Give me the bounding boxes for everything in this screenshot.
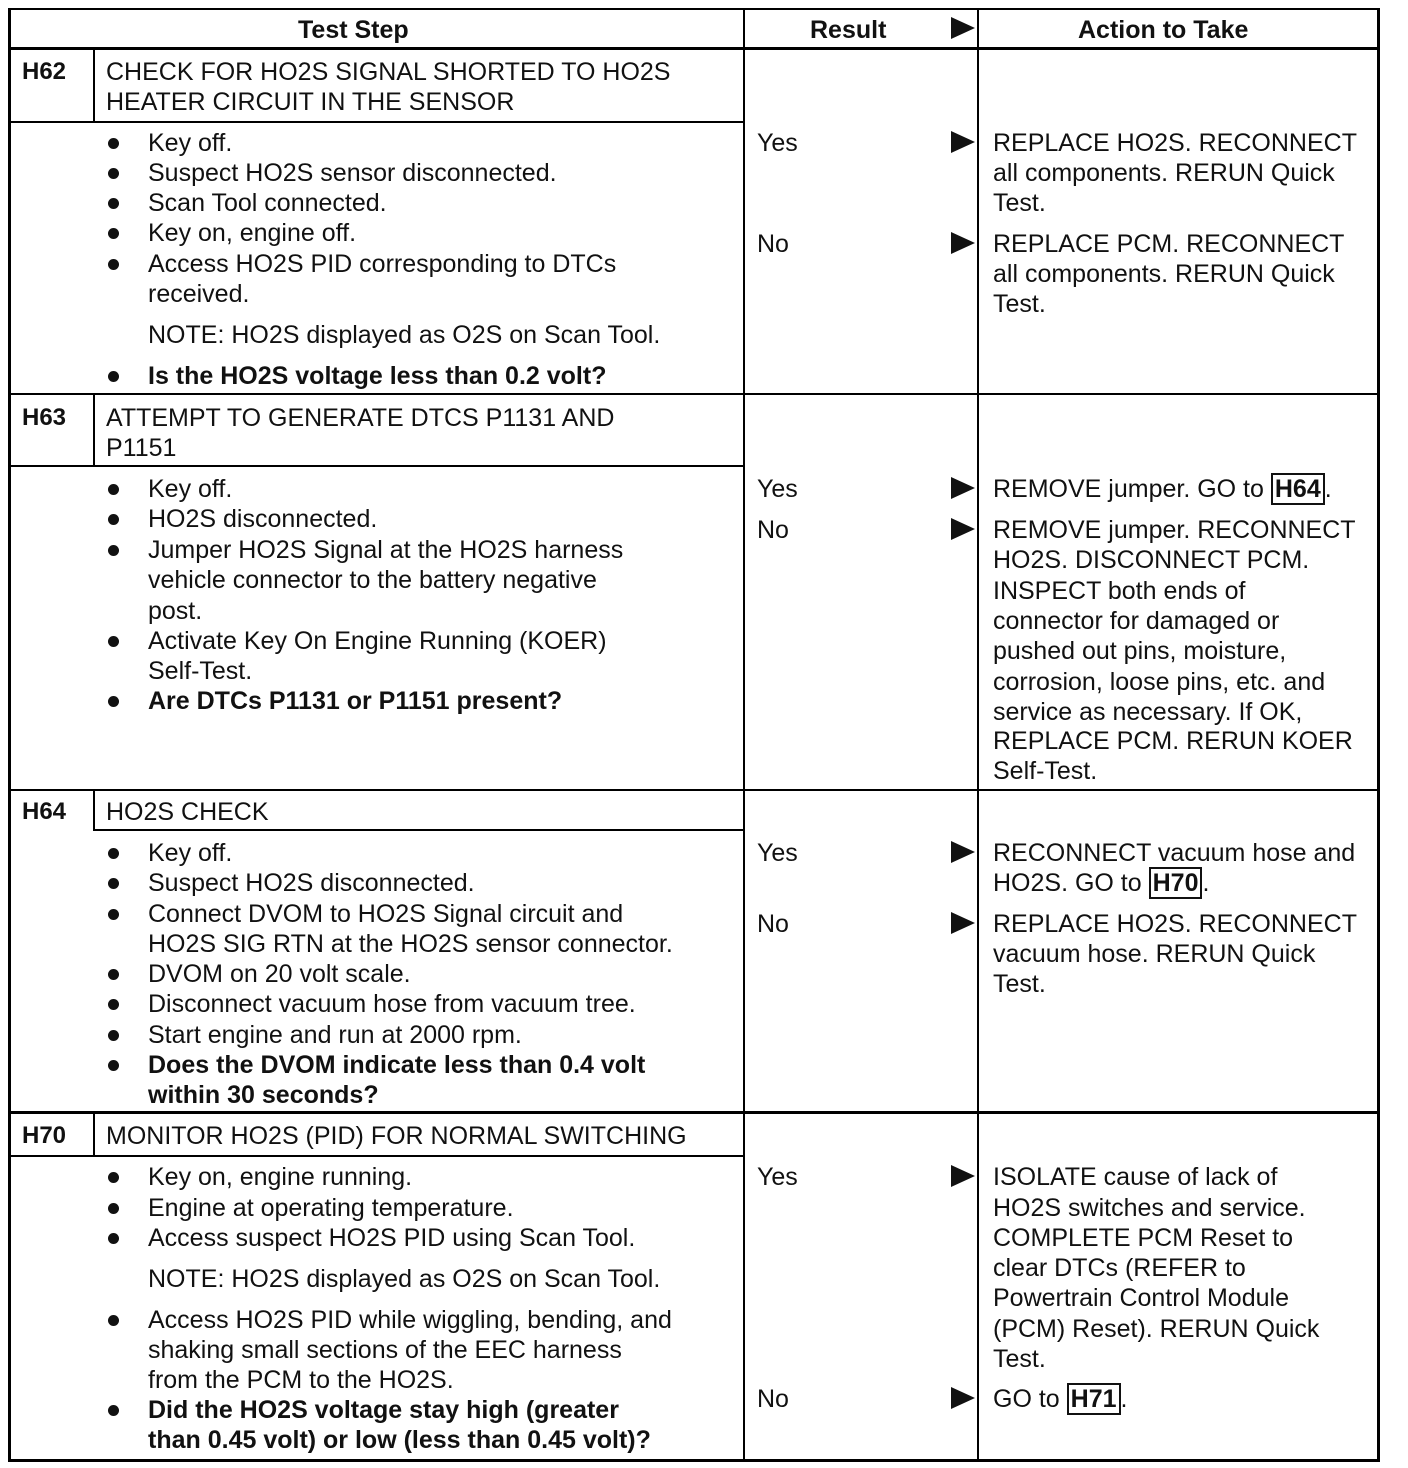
arrow-icon — [951, 518, 975, 540]
step-instruction: HO2S SIG RTN at the HO2S sensor connector. — [148, 930, 673, 958]
bullet-icon — [108, 969, 119, 980]
action-line — [993, 474, 1332, 505]
action-line: clear DTCs (REFER to — [993, 1254, 1246, 1282]
arrow-icon — [951, 912, 975, 934]
title-underline — [8, 121, 744, 123]
step-instruction: Jumper HO2S Signal at the HO2S harness — [148, 536, 624, 564]
step-separator — [8, 393, 1380, 395]
step-instruction: Scan Tool connected. — [148, 189, 387, 217]
step-id: H64 — [22, 798, 67, 825]
action-text: HO2S. GO to — [993, 869, 1149, 897]
step-instruction: Engine at operating temperature. — [148, 1194, 514, 1222]
step-instruction: Connect DVOM to HO2S Signal circuit and — [148, 900, 624, 928]
bullet-icon — [108, 1172, 119, 1183]
bullet-icon — [108, 545, 119, 556]
bullet-icon — [108, 228, 119, 239]
step-instruction: Self-Test. — [148, 657, 253, 685]
result-label: No — [757, 230, 789, 258]
bullet-icon — [108, 909, 119, 920]
bullet-icon — [108, 696, 119, 707]
step-title-line: HO2S CHECK — [106, 798, 269, 826]
action-line: all components. RERUN Quick — [993, 159, 1335, 187]
step-instruction: from the PCM to the HO2S. — [148, 1366, 454, 1394]
step-title-line: MONITOR HO2S (PID) FOR NORMAL SWITCHING — [106, 1122, 687, 1150]
step-title-line: HEATER CIRCUIT IN THE SENSOR — [106, 88, 515, 116]
step-instruction: Key off. — [148, 839, 233, 867]
step-id: H63 — [22, 404, 67, 431]
step-instruction: Key on, engine off. — [148, 219, 357, 247]
bullet-icon — [108, 999, 119, 1010]
header-result: Result — [810, 16, 887, 44]
step-instruction: Access suspect HO2S PID using Scan Tool. — [148, 1224, 636, 1252]
action-line: ISOLATE cause of lack of — [993, 1163, 1278, 1191]
step-instruction: shaking small sections of the EEC harness — [148, 1336, 622, 1364]
step-separator — [8, 1111, 1380, 1114]
header-action: Action to Take — [1078, 16, 1249, 44]
result-label: No — [757, 1385, 789, 1413]
title-underline — [8, 465, 744, 467]
result-label: No — [757, 910, 789, 938]
title-underline — [93, 829, 744, 831]
bullet-icon — [108, 878, 119, 889]
arrow-icon — [951, 232, 975, 254]
step-instruction: Access HO2S PID corresponding to DTCs — [148, 250, 617, 278]
step-title-line: P1151 — [106, 434, 177, 462]
step-note: NOTE: HO2S displayed as O2S on Scan Tool. — [148, 1265, 661, 1293]
action-line: Test. — [993, 970, 1046, 998]
bullet-icon — [108, 848, 119, 859]
action-text: . — [1202, 869, 1210, 897]
result-label: No — [757, 516, 789, 544]
table-left-border — [8, 8, 11, 1462]
action-line: Test. — [993, 189, 1046, 217]
step-question: Is the HO2S voltage less than 0.2 volt? — [148, 362, 607, 390]
step-note: NOTE: HO2S displayed as O2S on Scan Tool. — [148, 321, 661, 349]
action-line: REPLACE PCM. RECONNECT — [993, 230, 1345, 258]
step-instruction: Access HO2S PID while wiggling, bending, and — [148, 1306, 672, 1334]
header-test-step: Test Step — [298, 16, 409, 44]
bullet-icon — [108, 371, 119, 382]
step-id: H70 — [22, 1122, 67, 1149]
action-line: Test. — [993, 290, 1046, 318]
action-text: . — [1120, 1385, 1128, 1413]
header-arrow-icon — [951, 17, 975, 39]
table-top-border — [8, 8, 1380, 10]
step-instruction: Activate Key On Engine Running (KOER) — [148, 627, 607, 655]
step-title-line: ATTEMPT TO GENERATE DTCS P1131 AND — [106, 404, 615, 432]
action-line: (PCM) Reset). RERUN Quick — [993, 1315, 1320, 1343]
bullet-icon — [108, 259, 119, 270]
bullet-icon — [108, 168, 119, 179]
step-instruction: DVOM on 20 volt scale. — [148, 960, 411, 988]
title-underline — [8, 1155, 744, 1157]
bullet-icon — [108, 636, 119, 647]
action-text: REMOVE jumper. GO to — [993, 475, 1271, 503]
arrow-icon — [951, 131, 975, 153]
action-line: corrosion, loose pins, etc. and — [993, 668, 1326, 696]
step-instruction: Start engine and run at 2000 rpm. — [148, 1021, 522, 1049]
step-instruction: Disconnect vacuum hose from vacuum tree. — [148, 990, 636, 1018]
step-reference-link[interactable]: H70 — [1149, 867, 1203, 899]
step-question: Does the DVOM indicate less than 0.4 volt — [148, 1051, 646, 1079]
id-divider — [93, 395, 95, 466]
action-line: REMOVE jumper. RECONNECT — [993, 516, 1356, 544]
step-reference-link[interactable]: H71 — [1067, 1383, 1121, 1415]
action-line: REPLACE HO2S. RECONNECT — [993, 910, 1357, 938]
action-line: RECONNECT vacuum hose and — [993, 839, 1356, 867]
result-label: Yes — [757, 839, 798, 867]
action-line: REPLACE HO2S. RECONNECT — [993, 129, 1357, 157]
bullet-icon — [108, 138, 119, 149]
action-line: REPLACE PCM. RERUN KOER — [993, 727, 1353, 755]
column-divider-result — [743, 8, 745, 1462]
action-text: . — [1324, 475, 1332, 503]
result-label: Yes — [757, 475, 798, 503]
step-instruction: Key on, engine running. — [148, 1163, 413, 1191]
table-bottom-border — [8, 1459, 1380, 1462]
step-instruction: Key off. — [148, 129, 233, 157]
bullet-icon — [108, 1203, 119, 1214]
step-question: Are DTCs P1131 or P1151 present? — [148, 687, 563, 715]
action-line: Powertrain Control Module — [993, 1284, 1289, 1312]
bullet-icon — [108, 1315, 119, 1326]
action-line: COMPLETE PCM Reset to — [993, 1224, 1294, 1252]
step-question: Did the HO2S voltage stay high (greater — [148, 1396, 619, 1424]
arrow-icon — [951, 1387, 975, 1409]
action-line: vacuum hose. RERUN Quick — [993, 940, 1316, 968]
action-line: HO2S. DISCONNECT PCM. — [993, 546, 1310, 574]
step-instruction: post. — [148, 597, 203, 625]
id-divider — [93, 1114, 95, 1156]
bullet-icon — [108, 1060, 119, 1071]
bullet-icon — [108, 1405, 119, 1416]
step-separator — [8, 789, 1380, 791]
result-label: Yes — [757, 129, 798, 157]
action-line: service as necessary. If OK, — [993, 698, 1303, 726]
step-reference-link[interactable]: H64 — [1271, 473, 1325, 505]
id-divider — [93, 791, 95, 831]
action-line: INSPECT both ends of — [993, 577, 1246, 605]
action-line: HO2S switches and service. — [993, 1194, 1306, 1222]
step-instruction: received. — [148, 280, 250, 308]
step-question: within 30 seconds? — [148, 1081, 379, 1109]
action-text: GO to — [993, 1385, 1067, 1413]
bullet-icon — [108, 1233, 119, 1244]
column-divider-action — [977, 8, 979, 1462]
arrow-icon — [951, 1165, 975, 1187]
bullet-icon — [108, 198, 119, 209]
step-id: H62 — [22, 58, 67, 85]
arrow-icon — [951, 841, 975, 863]
step-question: than 0.45 volt) or low (less than 0.45 volt)? — [148, 1426, 651, 1454]
bullet-icon — [108, 1030, 119, 1041]
arrow-icon — [951, 477, 975, 499]
step-instruction: vehicle connector to the battery negative — [148, 566, 597, 594]
action-line: Self-Test. — [993, 757, 1098, 785]
header-bottom-border — [8, 47, 1380, 50]
step-instruction: Suspect HO2S disconnected. — [148, 869, 475, 897]
action-line — [993, 868, 1209, 899]
action-line: all components. RERUN Quick — [993, 260, 1335, 288]
bullet-icon — [108, 484, 119, 495]
result-label: Yes — [757, 1163, 798, 1191]
action-line: Test. — [993, 1345, 1046, 1373]
step-instruction: Suspect HO2S sensor disconnected. — [148, 159, 557, 187]
action-line: connector for damaged or — [993, 607, 1280, 635]
action-line — [993, 1384, 1127, 1415]
step-title-line: CHECK FOR HO2S SIGNAL SHORTED TO HO2S — [106, 58, 671, 86]
step-instruction: HO2S disconnected. — [148, 505, 378, 533]
id-divider — [93, 50, 95, 122]
action-line: pushed out pins, moisture, — [993, 637, 1287, 665]
table-right-border — [1377, 8, 1380, 1462]
bullet-icon — [108, 514, 119, 525]
step-instruction: Key off. — [148, 475, 233, 503]
